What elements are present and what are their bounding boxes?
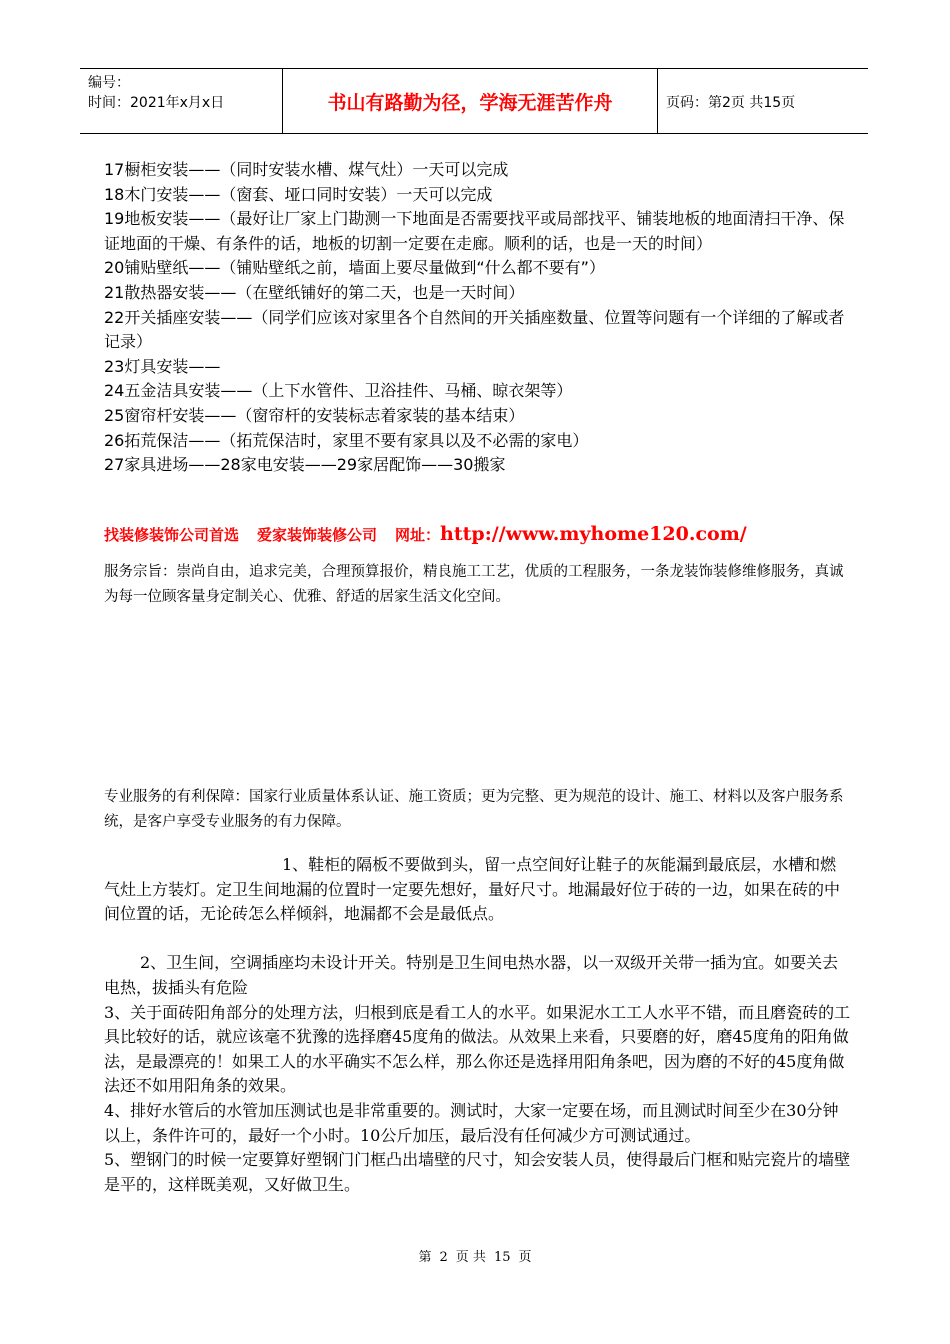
page-footer — [0, 1246, 950, 1265]
tip-paragraph: 4、排好水管后的水管加压测试也是非常重要的。测试时，大家一定要在场，而且测试时间至少在30分钟以上，条件许可的，最好一个小时。10公斤加压，最后没有任何减少方可测试通过。 — [104, 1100, 839, 1145]
tip-paragraph: 3、关于面砖阳角部分的处理方法，归根到底是看工人的水平。如果泥水工工人水平不错，而且磨瓷砖的工具比较好的话，就应该毫不犹豫的选择磨45度角的做法。从效果上来看，只要磨的好，磨45度角的阳角做法，是最漂亮的！如果工人的水平确实不怎么样，那么你还是选择用阳角条吧，因为磨的不好的45度角做法还不如用阳角条的效果。 — [104, 1002, 851, 1096]
tip-paragraph: 5、塑钢门的时候一定要算好塑钢门门框凸出墙壁的尺寸，知会安装人员，使得最后门框和贴完瓷片的墙壁是平的，这样既美观，又好做卫生。 — [104, 1150, 851, 1194]
step-item: 19地板安装——（最好让厂家上门勘测一下地面是否需要找平或局部找平、铺装地板的地面清扫干净、保证地面的干燥、有条件的话，地板的切割一定要在走廊。顺利的话，也是一天的时间） — [104, 209, 845, 253]
step-item: 17橱柜安装——（同时安装水槽、煤气灶）一天可以完成 — [104, 160, 509, 179]
step-item: 25窗帘杆安装——（窗帘杆的安装标志着家装的基本结束） — [104, 405, 525, 425]
document-time-label: 时间：2021年x月x日 — [88, 95, 225, 111]
tip-paragraph: 1、鞋柜的隔板不要做到头，留一点空间好让鞋子的灰能漏到最底层，水槽和燃气灶上方装灯。定卫生间地漏的位置时一定要先想好，量好尺寸。地漏最好位于砖的一边，如果在砖的中间位置的话，无论砖怎么样倾斜，地漏都不会是最低点。 — [104, 855, 841, 924]
header-left-cell — [80, 69, 282, 133]
tip-paragraph: 2、卫生间，空调插座均未设计开关。特别是卫生间电热水器，以一双级开关带一插为宜。如要关去电热，拔插头有危险 — [104, 953, 839, 997]
step-item: 18木门安装——（窗套、垭口同时安装）一天可以完成 — [104, 184, 493, 204]
ad-slogan: 找装修装饰公司首选 — [104, 526, 240, 544]
ad-company-name: 爱家装饰装修公司 — [257, 526, 378, 544]
step-item: 26拓荒保洁——（拓荒保洁时，家里不要有家具以及不必需的家电） — [104, 430, 589, 450]
footer-middle: 页 共 — [455, 1250, 486, 1265]
step-item: 23灯具安装—— — [104, 356, 221, 376]
renovation-steps-list — [104, 158, 852, 478]
service-guarantee-paragraph: 专业服务的有利保障：国家行业质量体系认证、施工资质；更为完整、更为规范的设计、施工、材料以及客户服务系统，是客户享受专业服务的有力保障。 — [104, 789, 844, 830]
footer-suffix: 页 — [518, 1250, 532, 1265]
footer-page-number: 2 — [439, 1250, 448, 1265]
header-motto: 书山有路勤为径，学海无涯苦作舟 — [282, 69, 658, 133]
step-item: 21散热器安装——（在壁纸铺好的第二天，也是一天时间） — [104, 282, 525, 302]
footer-prefix: 第 — [418, 1250, 432, 1265]
step-item: 20铺贴壁纸——（铺贴壁纸之前，墙面上要尽量做到“什么都不要有”） — [104, 258, 605, 278]
document-number-label: 编号： — [88, 75, 130, 91]
company-ad-line — [104, 523, 852, 545]
renovation-tips — [104, 853, 852, 1197]
service-purpose-paragraph: 服务宗旨：崇尚自由，追求完美，合理预算报价，精良施工工艺，优质的工程服务，一条龙装饰装修维修服务，真诚为每一位顾客量身定制关心、优雅、舒适的居家生活文化空间。 — [104, 564, 844, 605]
ad-website-link[interactable]: http://www.myhome120.com/ — [440, 523, 747, 545]
header-page-info: 页码：第2页 共15页 — [666, 95, 796, 111]
step-item: 27家具进场——28家电安装——29家居配饰——30搬家 — [104, 455, 506, 475]
step-item: 22开关插座安装——（同学们应该对家里各个自然间的开关插座数量、位置等问题有一个详细的了解或者记录） — [104, 307, 845, 352]
header-table — [80, 68, 868, 134]
footer-total-pages: 15 — [493, 1250, 511, 1265]
step-item: 24五金洁具安装——（上下水管件、卫浴挂件、马桶、晾衣架等） — [104, 381, 573, 401]
ad-website-label: 网址： — [395, 526, 441, 544]
